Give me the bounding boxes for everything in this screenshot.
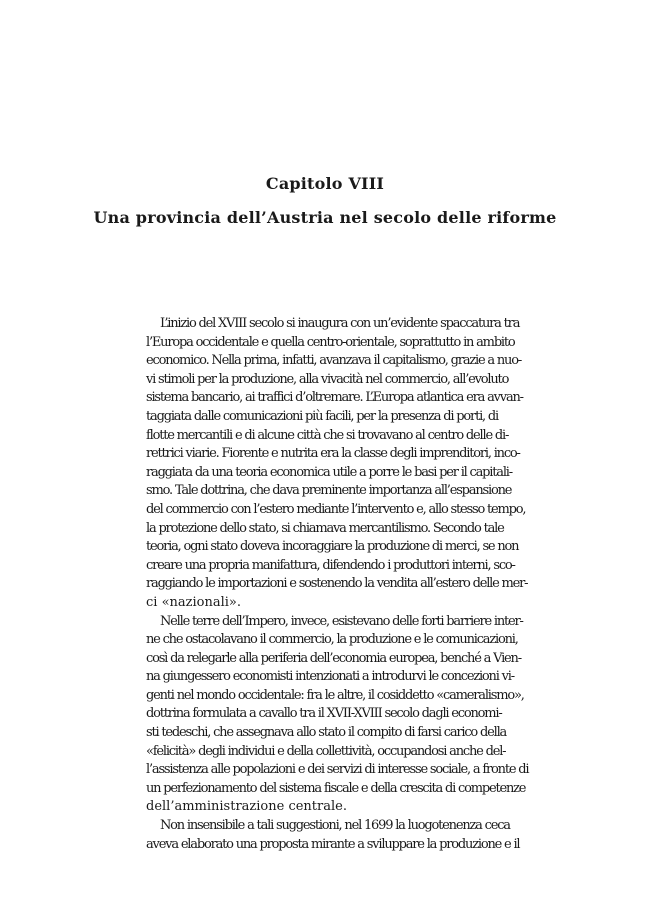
body-text xyxy=(146,315,529,854)
text-line: del commercio con l’estero mediante l’intervento e, allo stesso tempo, xyxy=(146,501,526,517)
text-line: Nelle terre dell’Impero, invece, esistevano delle forti barriere inter- xyxy=(160,613,523,629)
text-line: l’Europa occidentale e quella centro-orientale, soprattutto in ambito xyxy=(146,334,515,350)
text-line: flotte mercantili e di alcune città che si trovavano al centro delle di- xyxy=(146,427,509,443)
chapter-title: Una provincia dell’Austria nel secolo delle riforme xyxy=(93,208,557,227)
text-line: na giungessero economisti intenzionati a introdurvi le concezioni vi- xyxy=(146,669,514,685)
chapter-number: Capitolo VIII xyxy=(265,174,385,193)
text-line: «felicità» degli individui e della collettività, occupandosi anche del- xyxy=(146,743,506,759)
text-line: rettrici viarie. Fiorente e nutrita era la classe degli imprenditori, inco- xyxy=(146,446,520,462)
text-line: creare una propria manifattura, difendendo i produttori interni, sco- xyxy=(146,557,515,573)
text-line: teoria, ogni stato doveva incoraggiare la produzione di merci, se non xyxy=(146,539,519,555)
text-line: raggiando le importazioni e sostenendo la vendita all’estero delle mer- xyxy=(146,576,528,592)
text-line: ci «nazionali». xyxy=(146,594,242,610)
text-line: raggiata da una teoria economica utile a porre le basi per il capitali- xyxy=(146,464,512,480)
text-line: ne che ostacolavano il commercio, la produzione e le comunicazioni, xyxy=(146,632,518,648)
text-line: economico. Nella prima, infatti, avanzava il capitalismo, grazie a nuo- xyxy=(146,353,522,369)
text-line: l’assistenza alle popolazioni e dei servizi di interesse sociale, a fronte di xyxy=(146,762,529,778)
text-line: aveva elaborato una proposta mirante a sviluppare la produzione e il xyxy=(146,836,520,852)
text-line: genti nel mondo occidentale: fra le altre, il cosiddetto «cameralismo», xyxy=(146,687,524,703)
text-line: Non insensibile a tali suggestioni, nel 1699 la luogotenenza ceca xyxy=(160,818,510,834)
text-line: un perfezionamento del sistema fiscale e della crescita di competenze xyxy=(146,780,526,796)
text-line: dottrina formulata a cavallo tra il XVII-XVIII secolo dagli economi- xyxy=(146,706,502,722)
text-line: vi stimoli per la produzione, alla vivacità nel commercio, all’evoluto xyxy=(146,371,509,387)
text-line: L’inizio del XVIII secolo si inaugura con un’evidente spaccatura tra xyxy=(160,316,520,331)
text-line: la protezione dello stato, si chiamava mercantilismo. Secondo tale xyxy=(146,520,504,536)
text-line: dell’amministrazione centrale. xyxy=(146,799,347,815)
text-line: taggiata dalle comunicazioni più facili, per la presenza di porti, di xyxy=(146,408,499,424)
text-line: sti tedeschi, che assegnava allo stato il compito di farsi carico della xyxy=(146,725,507,741)
text-line: sistema bancario, ai traffici d’oltremare. L’Europa atlantica era avvan- xyxy=(146,390,523,406)
text-line: smo. Tale dottrina, che dava preminente importanza all’espansione xyxy=(146,483,512,499)
text-line: così da relegarle alla periferia dell’economia europea, benché a Vien- xyxy=(146,650,521,666)
